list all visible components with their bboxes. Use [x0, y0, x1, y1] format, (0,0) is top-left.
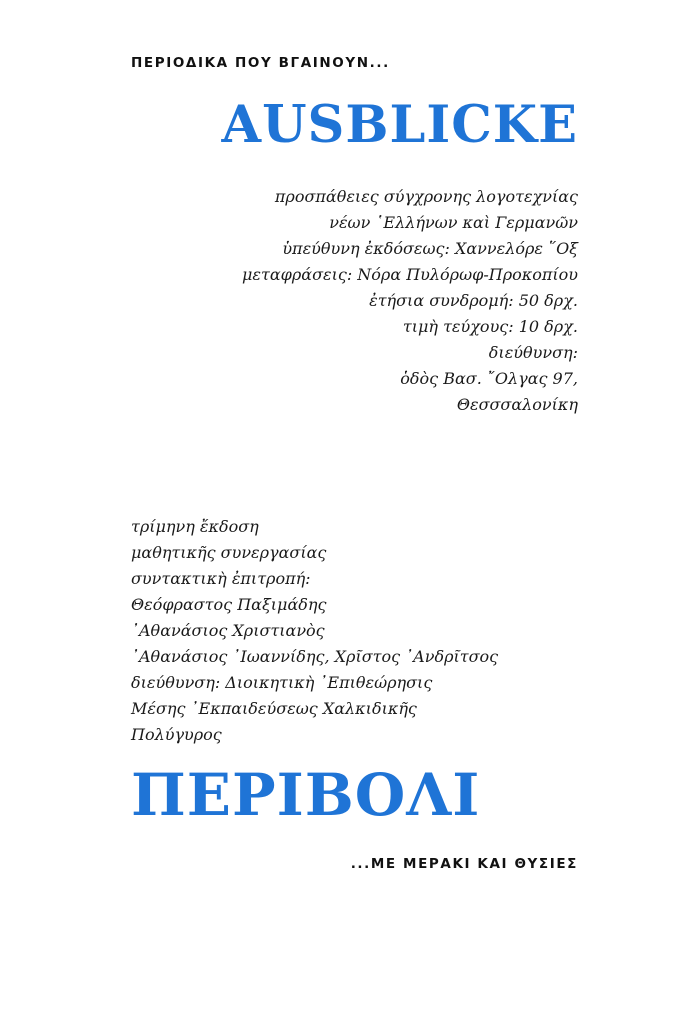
perivoli-line: συντακτικὴ ἐπιτροπή:: [131, 569, 311, 588]
ausblicke-line: μεταφράσεις: Νόρα Πυλόρωφ-Προκοπίου: [242, 265, 578, 284]
ausblicke-line: τιμὴ τεύχους: 10 δρχ.: [402, 317, 578, 336]
perivoli-info-block: [131, 514, 498, 748]
ausblicke-line: προσπάθειες σύγχρονης λογοτεχνίας: [274, 187, 578, 206]
section-header: ΠΕΡΙΟΔΙΚΑ ΠΟΥ ΒΓΑΙΝΟΥΝ...: [131, 55, 390, 71]
perivoli-line: ᾿Αθανάσιος Χριστιανὸς: [131, 621, 325, 640]
section-footer: ...ΜΕ ΜΕΡΑΚΙ ΚΑΙ ΘΥΣΙΕΣ: [350, 856, 578, 872]
ausblicke-line: ὁδὸς Βασ. ῎Ολγας 97,: [400, 369, 578, 388]
perivoli-line: Μέσης ᾿Εκπαιδεύσεως Χαλκιδικῆς: [131, 699, 417, 718]
ausblicke-line: ἐτήσια συνδρομή: 50 δρχ.: [369, 291, 578, 310]
ausblicke-line: νέων ῾Ελλήνων καὶ Γερμανῶν: [329, 213, 578, 232]
perivoli-line: ᾿Αθανάσιος ᾿Ιωαννίδης, Χρῖστος ᾿Ανδρῖτσος: [131, 647, 499, 666]
perivoli-line: μαθητικῆς συνεργασίας: [131, 543, 327, 562]
ausblicke-title: AUSBLICKE: [221, 95, 578, 155]
ausblicke-info-block: [242, 184, 578, 418]
ausblicke-line: Θεσσσαλονίκη: [456, 395, 578, 414]
ausblicke-line: ὑπεύθυνη ἐκδόσεως: Χαννελόρε ῞Οξ: [282, 239, 578, 258]
ausblicke-line: διεύθυνση:: [488, 343, 578, 362]
perivoli-line: τρίμηνη ἔκδοση: [131, 517, 259, 536]
perivoli-line: διεύθυνση: Διοικητικὴ ᾿Επιθεώρησις: [131, 673, 433, 692]
perivoli-title: ΠΕΡΙΒΟΛΙ: [131, 761, 481, 829]
perivoli-line: Θεόφραστος Παξιμάδης: [131, 595, 327, 614]
perivoli-line: Πολύγυρος: [131, 725, 222, 744]
